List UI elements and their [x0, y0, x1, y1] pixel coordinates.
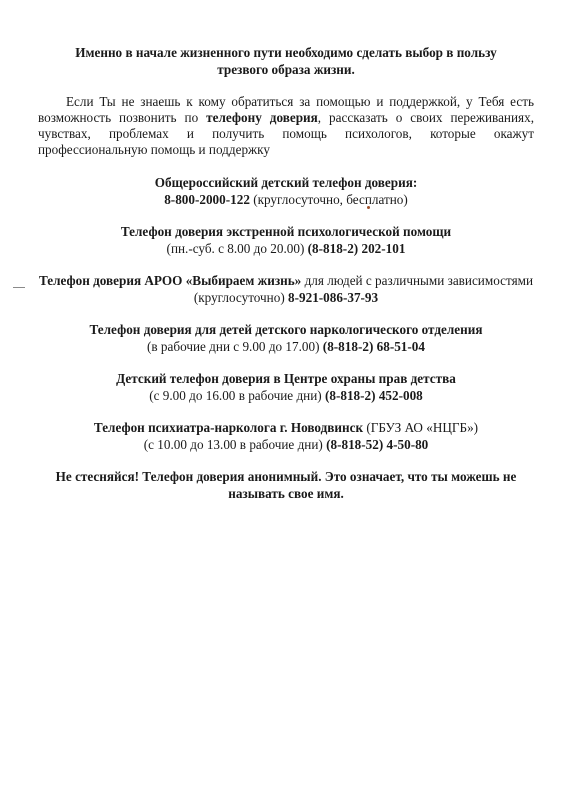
hotline-title: Телефон доверия АРОО «Выбираем жизнь»: [38, 273, 302, 288]
hotline-aroo: [38, 272, 534, 306]
intro-emphasis: телефону доверия: [206, 110, 318, 125]
hotline-phone: (8-818-2) 452-008: [324, 388, 423, 403]
hotline-title: Детский телефон доверия в Центре охраны прав детства: [116, 371, 456, 386]
hotline-title: Телефон доверия экстренной психологической помощи: [120, 224, 452, 239]
hotline-description: для людей с различными зависимостями (круглосуточно): [193, 273, 534, 305]
intro-text-before: Если Ты не знаешь к кому обратиться за помощью и поддержкой, у Тебя есть возможность позвонить по: [38, 94, 534, 125]
hotline-narcology-department: [38, 321, 534, 355]
hotline-organization: (ГБУЗ АО «НЦГБ»): [363, 420, 479, 435]
document-body: [38, 44, 534, 502]
hotline-all-russian: [38, 174, 534, 208]
hotline-novodvinsk: [38, 419, 534, 453]
hotline-title: Общероссийский детский телефон доверия:: [154, 175, 418, 190]
closing-note: Не стесняйся! Телефон доверия анонимный. Это означает, что ты можешь не называть свое имя.: [55, 469, 517, 501]
hotline-phone: (8-818-2) 68-51-04: [322, 339, 425, 354]
hotline-note: (круглосуточно, бесплатно): [249, 192, 408, 207]
hotline-hours: (пн.-суб. с 8.00 до 20.00): [166, 241, 308, 256]
hotline-hours: (в рабочие дни с 9.00 до 17.00): [147, 339, 323, 354]
hotline-phone: 8-800-2000-122: [164, 192, 250, 207]
document-heading: Именно в начале жизненного пути необходимо сделать выбор в пользу трезвого образа жизни.: [75, 45, 497, 77]
hotline-phone: (8-818-52) 4-50-80: [326, 437, 429, 452]
hotline-emergency-psychological: [38, 223, 534, 257]
intro-text-after: , рассказать о своих переживаниях, чувствах, проблемах и получить помощь психологов, которые окажут профессиональную помощь и поддержку: [38, 110, 535, 157]
hotline-title: Телефон психиатра-нарколога г. Новодвинск: [93, 420, 364, 435]
hotline-phone: (8-818-2) 202-101: [307, 241, 406, 256]
hotline-hours: (с 9.00 до 16.00 в рабочие дни): [149, 388, 325, 403]
intro-paragraph: [38, 94, 534, 158]
hotline-child-rights-center: [38, 370, 534, 404]
scan-mark: [13, 287, 25, 288]
hotline-phone: 8-921-086-37-93: [288, 290, 379, 305]
hotline-hours: (с 10.00 до 13.00 в рабочие дни): [143, 437, 327, 452]
hotline-title: Телефон доверия для детей детского наркологического отделения: [89, 322, 483, 337]
